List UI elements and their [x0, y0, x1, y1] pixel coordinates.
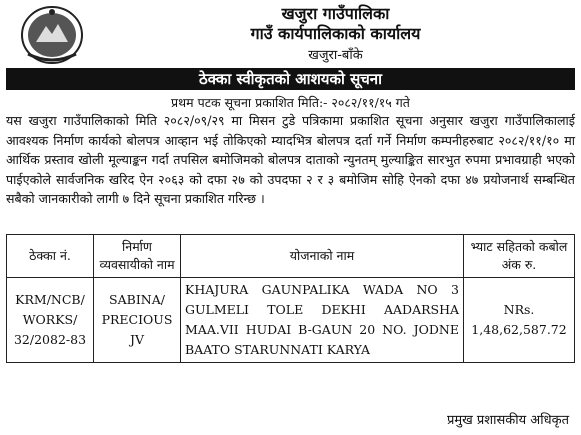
cell-amount: [464, 278, 575, 363]
office-name: गाउँ कार्यपालिकाको कार्यालय: [250, 24, 421, 43]
header-plan-name: योजनाको नाम: [181, 235, 464, 278]
office-location: खजुरा-बाँके: [308, 48, 363, 63]
notice-body: यस खजुरा गाउँपालिकाको मिति २०८२/०९/२९ मा मिसन टुडे पत्रिकामा प्रकाशित सूचना अनुसार खजुरा गाउँपालिकालाई आवश्यक निर्माण कार्यको बोलपत्र आव्हान भई तोकिएको म्यादभित्र बोलपत्र दर्ता गर्ने निर्माण कम्पनीहरुबाट २०८२/११/१० मा आर्थिक प्रस्ताव खोली मूल्याङ्कन गर्दा तपसिल बमोजिमको बोलपत्र दाताको न्युनतम् मुल्याङ्कित सारभुत रुपमा प्रभावग्राही भएको पाईएकोले सार्वजनिक खरिद ऐन २०६३ को दफा २७ को उपदफा २ र ३ बमोजिम सोहि ऐनको दफा ४७ प्रयोजनार्थ सम्बन्धित सबैको जानकारीको लागी ७ दिने सूचना प्रकाशित गरिन्छ ।: [6, 113, 575, 206]
signature-title: प्रमुख प्रशासकीय अधिकृत: [446, 413, 569, 428]
cell-contract-no: KRM/NCB/ WORKS/ 32/2082-83: [7, 278, 94, 363]
cell-contractor: SABINA/ PRECIOUS JV: [94, 278, 181, 363]
table-row: [7, 278, 575, 363]
cell-plan-name: KHAJURA GAUNPALIKA WADA NO 3 GULMELI TOLE DEKHI AADARSHA MAA.VII HUDAI B-GAUN 20 NO. JODNE BAATO STARUNNATI KARYA: [181, 278, 464, 363]
contract-table: [6, 234, 575, 363]
nepal-emblem-icon: [6, 4, 98, 66]
header-contract-no: ठेक्का नं.: [7, 235, 94, 278]
header-amount: भ्याट सहितको कबोल अंक रु.: [464, 235, 575, 278]
amount-value: 1,48,62,587.72: [471, 322, 567, 337]
header-contractor: निर्माण व्यवसायीको नाम: [94, 235, 181, 278]
publication-date: प्रथम पटक सूचना प्रकाशित मिति:- २०८२/११/१५ गते: [171, 95, 410, 110]
table-header-row: [7, 235, 575, 278]
amount-prefix: NRs.: [503, 302, 535, 317]
municipality-name: खजुरा गाउँपालिका: [281, 4, 390, 23]
notice-title-banner: ठेक्का स्वीकृतको आशयको सूचना: [6, 68, 575, 90]
